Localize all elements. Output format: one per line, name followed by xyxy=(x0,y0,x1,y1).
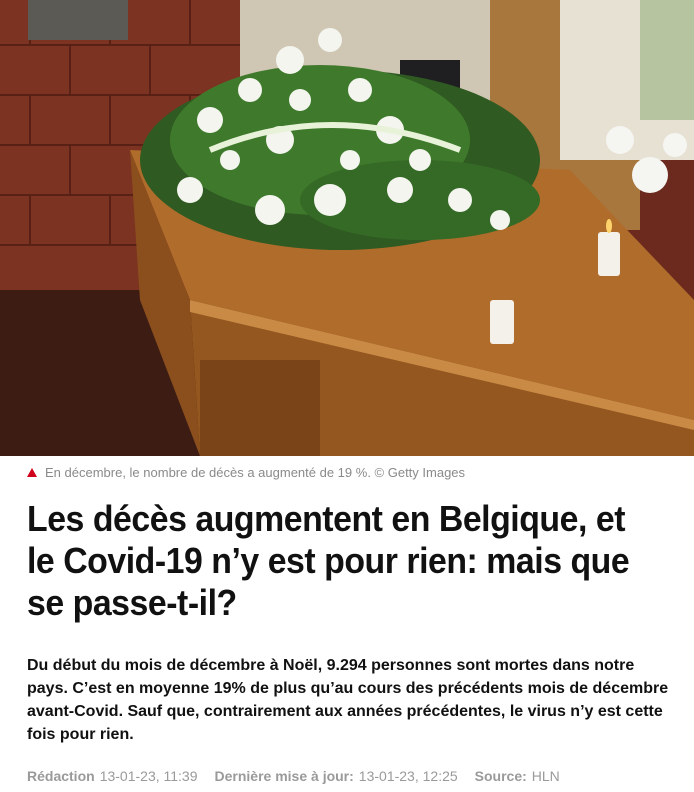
article-headline: Les décès augmentent en Belgique, et le Covid-19 n’y est pour rien: mais que se passe-t-il? xyxy=(27,498,630,623)
image-caption-text: En décembre, le nombre de décès a augmenté de 19 %. © Getty Images xyxy=(45,464,466,480)
source-label: Source: xyxy=(474,768,527,784)
image-caption xyxy=(27,462,465,482)
triangle-up-icon xyxy=(27,468,37,477)
published-date: 13-01-23, 11:39 xyxy=(99,768,198,784)
article-lead: Du début du mois de décembre à Noël, 9.294 personnes sont mortes dans notre pays. C’est en moyenne 19% de plus qu’au cours des précédents mois de décembre avant-Covid. Sauf que, contrairement aux années précédentes, le virus n’y est cette fois pour rien. xyxy=(27,657,669,743)
author-label: Rédaction xyxy=(27,768,95,784)
article-meta xyxy=(27,766,577,786)
updated-label: Dernière mise à jour: xyxy=(214,768,354,784)
updated-date: 13-01-23, 12:25 xyxy=(358,768,458,784)
source-value: HLN xyxy=(531,768,560,784)
